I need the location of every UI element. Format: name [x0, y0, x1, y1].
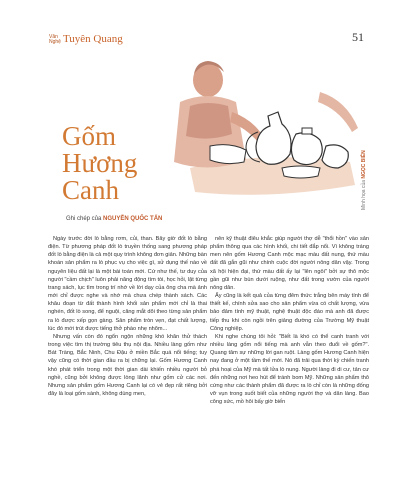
- byline-author: NGUYỄN QUỐC TẤN: [103, 216, 163, 222]
- illustration-credit: [361, 140, 369, 210]
- masthead-name: Tuyên Quang: [62, 33, 123, 45]
- magazine-masthead: [49, 34, 123, 45]
- title-line-1: Gốm: [62, 121, 116, 151]
- title-line-3: Canh: [62, 175, 119, 205]
- masthead-small-text: [49, 35, 61, 45]
- article-title: [62, 123, 137, 204]
- paragraph: Ngày trước đời lò bằng rơm, củi, than. Bây giờ đốt lò bằng điện. Từ phương pháp đốt lò truyền thống sang phương pháp đốt lò bằng điện là cả một quy trình không đơn giản. Những bàn khoán sản phẩm ra lò phục vụ cho việc gì, sử dụng thế nào về nguyên liệu đất lại là một bài toán mới. Cứ như thế, tư duy của người "cầm chịch" luôn phải năng động tìm tòi, học hỏi, lật từng trang sách, lục tìm trong trí nhớ về lời dạy của ông cha mà ảnh mới chỉ được nghe và nhớ mà chưa chép thành sách. Các khâu đoạn từ đất thành hình khối sản phẩm mới chỉ là thai nghén, đốt lò song, để nguội, căng mắt dõi theo từng sản phẩm ra lò được xếp gọn gàng. Sản phẩm tròn vẹn, đạt chất lượng, lúc đó mới trút được tiếng thở phào nhẹ nhõm...: [48, 236, 207, 332]
- byline-prefix: Ghi chép của: [66, 216, 102, 222]
- masthead-nghe: Nghệ: [49, 39, 61, 45]
- title-line-2: Hương: [62, 148, 138, 178]
- article-byline: [66, 216, 162, 222]
- credit-artist: NGỌC BIÊN: [361, 150, 367, 179]
- credit-prefix: Minh họa của: [361, 179, 367, 210]
- paragraph: Nhưng vấn còn đó ngổn ngộn những khó khăn thử thách trong việc tìm thị trường tiêu thụ nội địa. Nhiều làng gốm như Bát Tràng, Bắc Ninh, Chu Đậu ở miền Bắc quá nổi tiếng; tuy vậy cũng có thời gian đầu ra bị chững lại. Gốm Hương Canh khó phát triển trong một thời gian dài khiến nhiều người bỏ nghề, cũng bởi không được lòng lãnh như gốm cử các nơi. Nhưng sản phẩm gốm Hương Canh lại có vẻ đẹp rất riêng bởi đây là loại gốm sành, không dùng men,: [48, 333, 207, 397]
- masthead-van: Văn: [49, 34, 58, 40]
- pottery-illustration: [150, 50, 365, 212]
- article-column-left: [48, 235, 207, 398]
- paragraph: nên kỹ thuật điêu khắc giúp người thợ dễ "thổi hồn" vào sản phẩm thông qua các hình khối, chi tiết đắp nổi. Vì không tráng men nên gốm Hương Canh mộc mạc màu đất nung, thứ màu đất đã gắn gũi như chính cuộc đời người nông dân vậy. Trong xã hội hiện đại, thứ màu đất ấy lại "lên ngôi" bởi sự thô mộc gần gũi như bùn dưới ruộng, như đất trong vườn của người nông dân.: [210, 236, 369, 291]
- paragraph: Khi nghe chúng tôi hỏi: "Biết là khó có thể canh tranh với nhiều làng gốm nổi tiếng mà anh vẫn theo đuổi về gốm?". Quang tâm sự những lời gan ruột. Làng gốm Hương Canh hiện nay đang ở một tầm thế mới. Nó đã trải qua thời kỳ chiến tranh phá hoại của Mỹ mà tất lửa lò nung. Người làng đi di cư, tản cư đến những nơi heo hút để tránh bom Mỹ. Những sản phẩm thô cứng như các thành phẩm đã được ra lò chỉ còn là những đống vỡ vụn trong suốt biết của những người thợ và dân làng. Bao công sức, mồ hôi bấy giờ biến: [210, 333, 369, 406]
- article-column-right: [210, 235, 369, 406]
- paragraph: Ấy cũng là kết quả của từng đêm thức trắng bên máy tính để thiết kế, chính sửa sao cho sản phẩm vừa có chất lượng, vừa bảo đảm tính mỹ thuật, nghệ thuật độc đáo mà anh đã được tiếp thu khi còn ngồi trên giảng đường của Trường Mỹ thuật Công nghiệp.: [210, 293, 369, 332]
- page-number: 51: [352, 30, 364, 44]
